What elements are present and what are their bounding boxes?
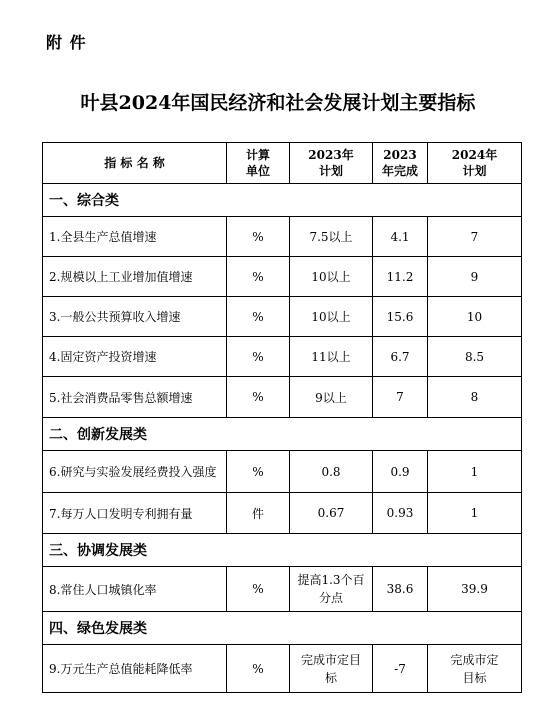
- attachment-label: 附 件: [46, 33, 87, 52]
- indicators-table: [42, 142, 522, 693]
- plan-2023-cell: 10以上: [290, 297, 373, 337]
- indicator-name: 7.每万人口发明专利拥有量: [43, 493, 227, 534]
- table-row: [43, 337, 522, 377]
- table-row: [43, 567, 522, 612]
- section-title: 一、综合类: [43, 184, 522, 217]
- section-row: [43, 534, 522, 567]
- table-row: [43, 297, 522, 337]
- table-row: [43, 645, 522, 693]
- section-title: 二、创新发展类: [43, 418, 522, 451]
- indicator-name: 3.一般公共预算收入增速: [43, 297, 227, 337]
- section-row: [43, 612, 522, 645]
- indicator-name: 4.固定资产投资增速: [43, 337, 227, 377]
- unit-cell: %: [227, 217, 290, 257]
- unit-cell: 件: [227, 493, 290, 534]
- section-title: 四、绿色发展类: [43, 612, 522, 645]
- header-plan-2023: 2023年计划: [290, 143, 373, 184]
- done-2023-cell: 0.93: [373, 493, 428, 534]
- plan-2024-cell: 1: [428, 493, 522, 534]
- plan-2024-cell: 10: [428, 297, 522, 337]
- header-plan-2024: 2024年计划: [428, 143, 522, 184]
- table-row: [43, 451, 522, 493]
- section-row: [43, 418, 522, 451]
- plan-2023-cell: 7.5以上: [290, 217, 373, 257]
- plan-2023-cell: 10以上: [290, 257, 373, 297]
- unit-cell: %: [227, 337, 290, 377]
- plan-2024-cell: 9: [428, 257, 522, 297]
- table-row: [43, 217, 522, 257]
- unit-cell: %: [227, 645, 290, 693]
- done-2023-cell: 6.7: [373, 337, 428, 377]
- table-body: [43, 184, 522, 693]
- unit-cell: %: [227, 377, 290, 418]
- plan-2024-cell: 8.5: [428, 337, 522, 377]
- done-2023-cell: 7: [373, 377, 428, 418]
- done-2023-cell: 15.6: [373, 297, 428, 337]
- plan-2023-cell: 0.67: [290, 493, 373, 534]
- plan-2024-cell: 39.9: [428, 567, 522, 612]
- unit-cell: %: [227, 567, 290, 612]
- plan-2023-cell: 完成市定目标: [290, 645, 373, 693]
- indicator-name: 2.规模以上工业增加值增速: [43, 257, 227, 297]
- done-2023-cell: 11.2: [373, 257, 428, 297]
- document-title: 叶县2024年国民经济和社会发展计划主要指标: [80, 92, 476, 114]
- plan-2023-cell: 9以上: [290, 377, 373, 418]
- indicator-name: 8.常住人口城镇化率: [43, 567, 227, 612]
- table-row: [43, 377, 522, 418]
- indicator-name: 5.社会消费品零售总额增速: [43, 377, 227, 418]
- header-unit: 计算单位: [227, 143, 290, 184]
- done-2023-cell: -7: [373, 645, 428, 693]
- table-row: [43, 257, 522, 297]
- plan-2024-cell: 完成市定目标: [428, 645, 522, 693]
- plan-2024-cell: 7: [428, 217, 522, 257]
- header-done-2023: 2023年完成: [373, 143, 428, 184]
- unit-cell: %: [227, 451, 290, 493]
- indicator-name: 9.万元生产总值能耗降低率: [43, 645, 227, 693]
- section-row: [43, 184, 522, 217]
- plan-2024-cell: 1: [428, 451, 522, 493]
- done-2023-cell: 38.6: [373, 567, 428, 612]
- header-name: 指 标 名 称: [43, 143, 227, 184]
- indicator-name: 1.全县生产总值增速: [43, 217, 227, 257]
- unit-cell: %: [227, 257, 290, 297]
- plan-2023-cell: 11以上: [290, 337, 373, 377]
- table-row: [43, 493, 522, 534]
- unit-cell: %: [227, 297, 290, 337]
- indicator-name: 6.研究与实验发展经费投入强度: [43, 451, 227, 493]
- section-title: 三、协调发展类: [43, 534, 522, 567]
- plan-2023-cell: 提高1.3个百分点: [290, 567, 373, 612]
- plan-2024-cell: 8: [428, 377, 522, 418]
- done-2023-cell: 0.9: [373, 451, 428, 493]
- plan-2023-cell: 0.8: [290, 451, 373, 493]
- done-2023-cell: 4.1: [373, 217, 428, 257]
